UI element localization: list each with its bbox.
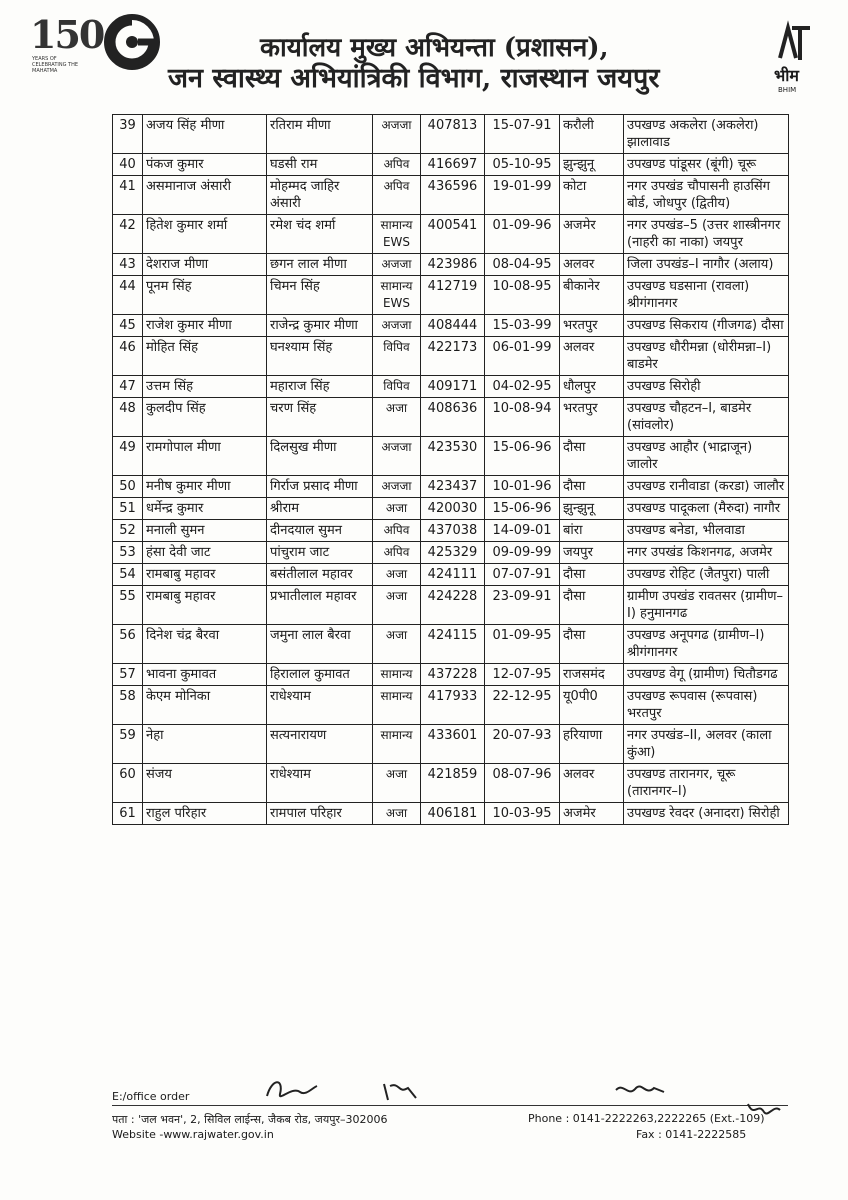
posting-place: उपखण्ड रूपवास (रूपवास) भरतपुर [624, 686, 789, 725]
serial-number: 59 [113, 725, 143, 764]
posting-place: नगर उपखंड–II, अलवर (काला कुंआ) [624, 725, 789, 764]
candidate-name: दिनेश चंद्र बैरवा [143, 625, 267, 664]
serial-number: 46 [113, 337, 143, 376]
home-district: कोटा [560, 176, 624, 215]
father-name: रामपाल परिहार [267, 803, 373, 825]
date-of-birth: 08-07-96 [485, 764, 560, 803]
table-row [113, 520, 789, 542]
candidate-name: मनाली सुमन [143, 520, 267, 542]
candidate-name: पंकज कुमार [143, 154, 267, 176]
candidate-name: धर्मेन्द्र कुमार [143, 498, 267, 520]
home-district: झुन्झुनू [560, 498, 624, 520]
date-of-birth: 15-03-99 [485, 315, 560, 337]
category: अजजा [373, 115, 421, 154]
candidate-name: राजेश कुमार मीणा [143, 315, 267, 337]
roll-number: 400541 [421, 215, 485, 254]
roll-number: 417933 [421, 686, 485, 725]
roll-number: 433601 [421, 725, 485, 764]
logo-150-number: 150 [30, 12, 104, 57]
posting-place: नगर उपखंड किशनगढ, अजमेर [624, 542, 789, 564]
home-district: अलवर [560, 337, 624, 376]
category: विपिव [373, 337, 421, 376]
bhim-label: भीम [774, 66, 799, 85]
posting-place: उपखण्ड तारानगर, चूरू (तारानगर–I) [624, 764, 789, 803]
roll-number: 408636 [421, 398, 485, 437]
father-name: पांचुराम जाट [267, 542, 373, 564]
home-district: धौलपुर [560, 376, 624, 398]
father-name: चिमन सिंह [267, 276, 373, 315]
table-row [113, 254, 789, 276]
category: अजा [373, 586, 421, 625]
father-name: बसंतीलाल महावर [267, 564, 373, 586]
serial-number: 42 [113, 215, 143, 254]
table-row [113, 764, 789, 803]
bhim-icon [770, 18, 820, 68]
date-of-birth: 10-08-95 [485, 276, 560, 315]
roll-number: 422173 [421, 337, 485, 376]
home-district: दौसा [560, 564, 624, 586]
home-district: झुन्झुनू [560, 154, 624, 176]
posting-place: नगर उपखंड–5 (उत्तर शास्त्रीनगर (नाहरी का नाका) जयपुर [624, 215, 789, 254]
father-name: श्रीराम [267, 498, 373, 520]
serial-number: 43 [113, 254, 143, 276]
table-row [113, 664, 789, 686]
category: अजजा [373, 437, 421, 476]
date-of-birth: 10-01-96 [485, 476, 560, 498]
serial-number: 58 [113, 686, 143, 725]
category: अजा [373, 625, 421, 664]
serial-number: 57 [113, 664, 143, 686]
date-of-birth: 15-07-91 [485, 115, 560, 154]
table-row [113, 625, 789, 664]
roll-number: 436596 [421, 176, 485, 215]
table-row [113, 398, 789, 437]
home-district: बांरा [560, 520, 624, 542]
signature-mark-3 [612, 1080, 668, 1104]
serial-number: 61 [113, 803, 143, 825]
table-row [113, 542, 789, 564]
table-row [113, 686, 789, 725]
candidate-name: राहुल परिहार [143, 803, 267, 825]
father-name: प्रभातीलाल महावर [267, 586, 373, 625]
date-of-birth: 05-10-95 [485, 154, 560, 176]
home-district: दौसा [560, 437, 624, 476]
posting-place: उपखण्ड आहौर (भाद्राजून) जालोर [624, 437, 789, 476]
roll-number: 409171 [421, 376, 485, 398]
home-district: अलवर [560, 764, 624, 803]
father-name: घनश्याम सिंह [267, 337, 373, 376]
candidate-name: असमानाज अंसारी [143, 176, 267, 215]
candidate-name: कुलदीप सिंह [143, 398, 267, 437]
category: अजा [373, 564, 421, 586]
date-of-birth: 15-06-96 [485, 498, 560, 520]
father-name: रमेश चंद शर्मा [267, 215, 373, 254]
serial-number: 51 [113, 498, 143, 520]
category: अजजा [373, 315, 421, 337]
serial-number: 55 [113, 586, 143, 625]
signature-mark-1 [262, 1076, 322, 1106]
table-row [113, 586, 789, 625]
letterhead [0, 0, 848, 110]
category: अपिव [373, 542, 421, 564]
date-of-birth: 20-07-93 [485, 725, 560, 764]
roll-number: 437228 [421, 664, 485, 686]
table-row [113, 215, 789, 254]
table-row [113, 437, 789, 476]
father-name: रतिराम मीणा [267, 115, 373, 154]
signature-mark-2 [380, 1078, 420, 1104]
father-name: मोहम्मद जाहिर अंसारी [267, 176, 373, 215]
department-logo-icon [104, 14, 160, 70]
category: अजजा [373, 254, 421, 276]
category: अजा [373, 803, 421, 825]
serial-number: 53 [113, 542, 143, 564]
category: सामान्य EWS [373, 276, 421, 315]
table-row [113, 176, 789, 215]
website-text: Website -www.rajwater.gov.in [112, 1128, 274, 1141]
father-name: सत्यनारायण [267, 725, 373, 764]
category: सामान्य [373, 686, 421, 725]
category: अपिव [373, 520, 421, 542]
roll-number: 424228 [421, 586, 485, 625]
candidate-name: संजय [143, 764, 267, 803]
roll-number: 420030 [421, 498, 485, 520]
serial-number: 49 [113, 437, 143, 476]
office-title: कार्यालय मुख्य अभियन्ता (प्रशासन), [260, 33, 609, 63]
candidate-name: उत्तम सिंह [143, 376, 267, 398]
roll-number: 437038 [421, 520, 485, 542]
table-row [113, 276, 789, 315]
home-district: हरियाणा [560, 725, 624, 764]
date-of-birth: 06-01-99 [485, 337, 560, 376]
date-of-birth: 12-07-95 [485, 664, 560, 686]
roll-number: 424111 [421, 564, 485, 586]
candidate-name: रामबाबु महावर [143, 586, 267, 625]
category: विपिव [373, 376, 421, 398]
category: अजा [373, 764, 421, 803]
date-of-birth: 01-09-96 [485, 215, 560, 254]
candidate-name: अजय सिंह मीणा [143, 115, 267, 154]
serial-number: 56 [113, 625, 143, 664]
candidate-name: केएम मोनिका [143, 686, 267, 725]
date-of-birth: 10-03-95 [485, 803, 560, 825]
category: अजा [373, 498, 421, 520]
candidate-name: रामगोपाल मीणा [143, 437, 267, 476]
candidate-name: भावना कुमावत [143, 664, 267, 686]
father-name: छगन लाल मीणा [267, 254, 373, 276]
serial-number: 50 [113, 476, 143, 498]
roll-number: 425329 [421, 542, 485, 564]
table-row [113, 315, 789, 337]
serial-number: 44 [113, 276, 143, 315]
father-name: घडसी राम [267, 154, 373, 176]
category: अपिव [373, 154, 421, 176]
date-of-birth: 09-09-99 [485, 542, 560, 564]
roll-number: 407813 [421, 115, 485, 154]
gandhi-150-logo [30, 12, 104, 74]
posting-place: उपखण्ड अकलेरा (अकलेरा) झालावाड [624, 115, 789, 154]
date-of-birth: 04-02-95 [485, 376, 560, 398]
posting-place: उपखण्ड बनेडा, भीलवाडा [624, 520, 789, 542]
category: अजा [373, 398, 421, 437]
roll-number: 423437 [421, 476, 485, 498]
home-district: दौसा [560, 476, 624, 498]
serial-number: 54 [113, 564, 143, 586]
date-of-birth: 01-09-95 [485, 625, 560, 664]
home-district: भरतपुर [560, 315, 624, 337]
date-of-birth: 19-01-99 [485, 176, 560, 215]
footer-divider [112, 1105, 788, 1106]
logo-150-text: YEARS OF CELEBRATING THE MAHATMA [32, 56, 79, 74]
posting-place: उपखण्ड सिकराय (गीजगढ) दौसा [624, 315, 789, 337]
fax-text: Fax : 0141-2222585 [636, 1128, 747, 1141]
roll-number: 406181 [421, 803, 485, 825]
roll-number: 424115 [421, 625, 485, 664]
category: अपिव [373, 176, 421, 215]
date-of-birth: 15-06-96 [485, 437, 560, 476]
roll-number: 423986 [421, 254, 485, 276]
table-row [113, 803, 789, 825]
home-district: अजमेर [560, 215, 624, 254]
table-row [113, 476, 789, 498]
candidate-name: हंसा देवी जाट [143, 542, 267, 564]
father-name: राधेश्याम [267, 764, 373, 803]
office-address: पता : 'जल भवन', 2, सिविल लाईन्स, जैकब रोड, जयपुर–302006 [112, 1113, 388, 1126]
bhim-logo [770, 18, 820, 98]
roll-number: 416697 [421, 154, 485, 176]
category: अजजा [373, 476, 421, 498]
date-of-birth: 07-07-91 [485, 564, 560, 586]
father-name: दीनदयाल सुमन [267, 520, 373, 542]
candidate-name: हितेश कुमार शर्मा [143, 215, 267, 254]
candidate-name: मोहित सिंह [143, 337, 267, 376]
posting-place: उपखण्ड रोहिट (जैतपुरा) पाली [624, 564, 789, 586]
candidate-name: नेहा [143, 725, 267, 764]
posting-place: उपखण्ड अनूपगढ (ग्रामीण–I) श्रीगंगानगर [624, 625, 789, 664]
serial-number: 47 [113, 376, 143, 398]
father-name: दिलसुख मीणा [267, 437, 373, 476]
home-district: राजसमंद [560, 664, 624, 686]
table-row [113, 725, 789, 764]
posting-place: उपखण्ड पादूकला (मैरुदा) नागौर [624, 498, 789, 520]
category: सामान्य [373, 664, 421, 686]
table-row [113, 564, 789, 586]
posting-place: उपखण्ड रेवदर (अनादरा) सिरोही [624, 803, 789, 825]
candidate-name: मनीष कुमार मीणा [143, 476, 267, 498]
phone-text: Phone : 0141-2222263,2222265 (Ext.-109) [528, 1112, 765, 1125]
posting-place: उपखण्ड वेगू (ग्रामीण) चितौडगढ [624, 664, 789, 686]
father-name: राधेश्याम [267, 686, 373, 725]
category: सामान्य [373, 725, 421, 764]
home-district: भरतपुर [560, 398, 624, 437]
serial-number: 45 [113, 315, 143, 337]
table-row [113, 115, 789, 154]
bhim-sub-label: BHIM [778, 86, 797, 94]
date-of-birth: 10-08-94 [485, 398, 560, 437]
posting-place: उपखण्ड धौरीमन्ना (धोरीमन्ना–I) बाडमेर [624, 337, 789, 376]
father-name: चरण सिंह [267, 398, 373, 437]
date-of-birth: 08-04-95 [485, 254, 560, 276]
home-district: बीकानेर [560, 276, 624, 315]
date-of-birth: 23-09-91 [485, 586, 560, 625]
serial-number: 40 [113, 154, 143, 176]
table-row [113, 376, 789, 398]
candidate-name: रामबाबु महावर [143, 564, 267, 586]
table-row [113, 498, 789, 520]
posting-place: नगर उपखंड चौपासनी हाउसिंग बोर्ड, जोधपुर (द्वितीय) [624, 176, 789, 215]
posting-place: उपखण्ड रानीवाडा (करडा) जालौर [624, 476, 789, 498]
candidate-name: देशराज मीणा [143, 254, 267, 276]
serial-number: 60 [113, 764, 143, 803]
department-title: जन स्वास्थ्य अभियांत्रिकी विभाग, राजस्थान जयपुर [168, 63, 660, 94]
father-name: जमुना लाल बैरवा [267, 625, 373, 664]
father-name: महाराज सिंह [267, 376, 373, 398]
serial-number: 39 [113, 115, 143, 154]
posting-place: उपखण्ड घडसाना (रावला) श्रीगंगानगर [624, 276, 789, 315]
signature-mark-4 [744, 1098, 784, 1124]
home-district: दौसा [560, 586, 624, 625]
posting-place: जिला उपखंड–I नागौर (अलाय) [624, 254, 789, 276]
roll-number: 408444 [421, 315, 485, 337]
father-name: राजेन्द्र कुमार मीणा [267, 315, 373, 337]
father-name: हिरालाल कुमावत [267, 664, 373, 686]
serial-number: 52 [113, 520, 143, 542]
home-district: जयपुर [560, 542, 624, 564]
date-of-birth: 22-12-95 [485, 686, 560, 725]
roll-number: 421859 [421, 764, 485, 803]
home-district: करौली [560, 115, 624, 154]
home-district: अजमेर [560, 803, 624, 825]
posting-place: उपखण्ड सिरोही [624, 376, 789, 398]
posting-place: ग्रामीण उपखंड रावतसर (ग्रामीण–I) हनुमानगढ [624, 586, 789, 625]
serial-number: 41 [113, 176, 143, 215]
category: सामान्य EWS [373, 215, 421, 254]
file-note: E:/office order [112, 1090, 190, 1103]
roll-number: 423530 [421, 437, 485, 476]
table-row [113, 337, 789, 376]
roll-number: 412719 [421, 276, 485, 315]
home-district: अलवर [560, 254, 624, 276]
father-name: गिर्राज प्रसाद मीणा [267, 476, 373, 498]
posting-place: उपखण्ड चौहटन–I, बाडमेर (सांवलोर) [624, 398, 789, 437]
table-row [113, 154, 789, 176]
home-district: दौसा [560, 625, 624, 664]
date-of-birth: 14-09-01 [485, 520, 560, 542]
appointment-table [112, 114, 789, 825]
home-district: यू0पी0 [560, 686, 624, 725]
candidate-name: पूनम सिंह [143, 276, 267, 315]
posting-place: उपखण्ड पांडूसर (बूंगी) चूरू [624, 154, 789, 176]
serial-number: 48 [113, 398, 143, 437]
